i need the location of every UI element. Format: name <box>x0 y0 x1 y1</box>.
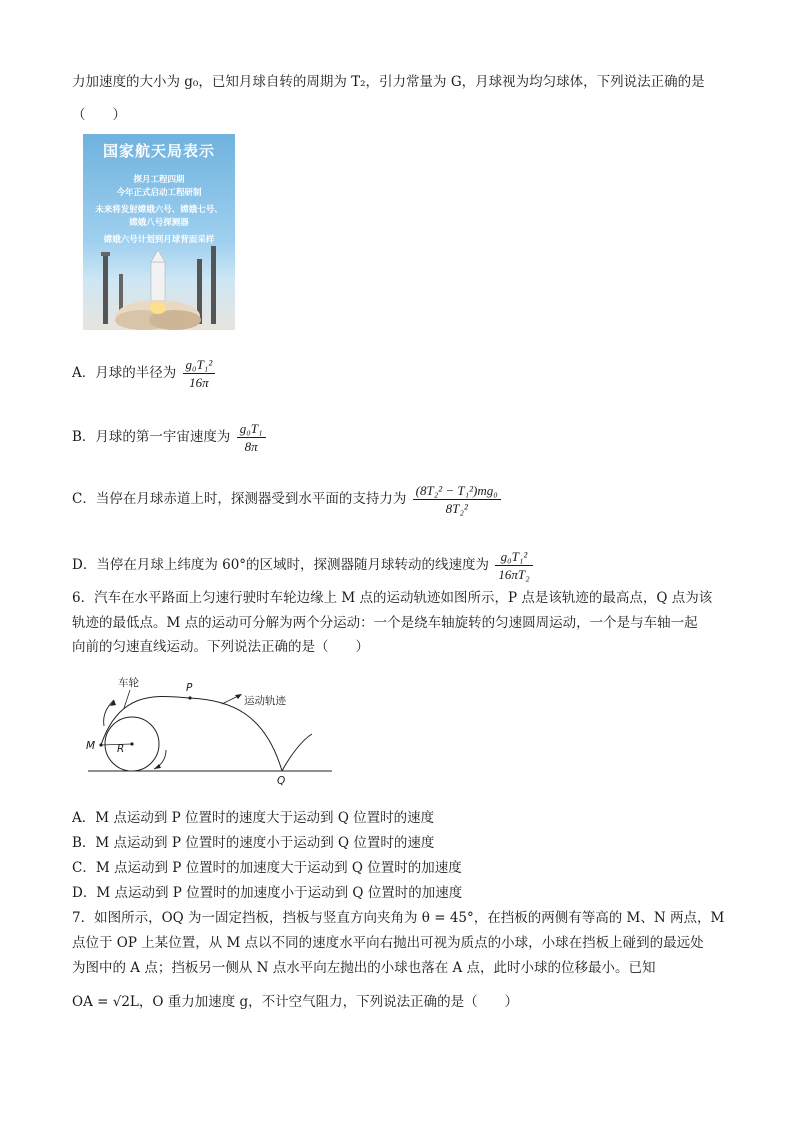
q7-stem-line1: 7．如图所示，OQ 为一固定挡板，挡板与竖直方向夹角为 θ = 45°，在挡板的两侧有等高的 M、N 两点，M <box>72 910 725 926</box>
label-trajectory: 运动轨迹 <box>244 695 286 707</box>
trajectory-next-arc <box>282 734 312 771</box>
label-q: Q <box>277 775 286 787</box>
q5-option-c-formula <box>413 482 501 517</box>
label-m: M <box>86 740 96 752</box>
poster-line1: 探月工程四期 <box>133 175 185 185</box>
q5-option-a-formula <box>183 356 216 391</box>
q5-option-c-text: C．当停在月球赤道上时，探测器受到水平面的支持力为 <box>72 491 407 507</box>
q5-option-a-text: A．月球的半径为 <box>72 365 177 381</box>
q5-option-c-numerator: (8T₂² − T₁²)mg₀ <box>413 482 501 500</box>
label-p: P <box>186 682 193 694</box>
q5-option-d-formula <box>495 548 532 583</box>
q5-option-d-numerator: g₀T₁² <box>495 548 532 566</box>
q5-option-a[interactable] <box>72 356 215 391</box>
q6-stem-line2: 轨迹的最低点。M 点的运动可分解为两个分运动：一个是绕车轴旋转的匀速圆周运动，一个是与车轴一起 <box>72 615 698 631</box>
q5-option-b[interactable] <box>72 420 266 455</box>
point-p <box>188 696 191 699</box>
q5-option-d-denominator: 16πT₂ <box>498 567 530 582</box>
trajectory-curve <box>101 696 282 771</box>
poster-line3: 未来将发射嫦娥六号、嫦娥七号、 <box>95 205 223 215</box>
q5-option-b-denominator: 8π <box>244 439 258 454</box>
wheel-trajectory-figure <box>80 668 340 790</box>
launch-scene-graphic <box>83 134 235 330</box>
label-wheel: 车轮 <box>118 677 139 689</box>
poster-line2: 今年正式启动工程研制 <box>116 188 202 198</box>
q7-stem-line4: OA = √2L，O 重力加速度 g，不计空气阻力，下列说法正确的是（ ） <box>72 994 519 1010</box>
q5-option-a-denominator: 16π <box>189 375 209 390</box>
poster-title: 国家航天局表示 <box>102 142 215 160</box>
q5-option-b-text: B．月球的第一宇宙速度为 <box>72 429 231 445</box>
q6-stem-line1: 6．汽车在水平路面上匀速行驶时车轮边缘上 M 点的运动轨迹如图所示，P 点是该轨迹的最高点，Q 点为该 <box>72 590 713 606</box>
poster-line4: 嫦娥八号探测器 <box>129 218 189 228</box>
q7-stem-line2: 点位于 OP 上某位置，从 M 点以不同的速度水平向右抛出可视为质点的小球，小球在挡板上碰到的最远处 <box>72 935 704 951</box>
poster-line5: 嫦娥六号计划到月球背面采样 <box>103 235 215 245</box>
q6-option-d[interactable]: D．M 点运动到 P 位置时的加速度小于运动到 Q 位置时的加速度 <box>72 885 463 901</box>
q5-option-c[interactable] <box>72 482 501 517</box>
q6-option-b[interactable]: B．M 点运动到 P 位置时的速度小于运动到 Q 位置时的速度 <box>72 835 435 851</box>
q5-option-d-text: D．当停在月球上纬度为 60°的区域时，探测器随月球转动的线速度为 <box>72 557 490 573</box>
q7-stem-line3: 为图中的 A 点；挡板另一侧从 N 点水平向左抛出的小球也落在 A 点，此时小球的位移最小。已知 <box>72 960 656 976</box>
q5-option-d[interactable] <box>72 548 533 583</box>
q6-option-c[interactable]: C．M 点运动到 P 位置时的加速度大于运动到 Q 位置时的加速度 <box>72 860 462 876</box>
q5-answer-bracket: （ ） <box>72 107 126 123</box>
q5-stem-line1: 力加速度的大小为 g₀，已知月球自转的周期为 T₂，引力常量为 G，月球视为均匀球体，下列说法正确的是 <box>72 74 705 90</box>
q5-option-b-numerator: g₀T₁ <box>237 420 266 438</box>
q5-option-a-numerator: g₀T₁² <box>183 356 216 374</box>
trajectory-pointer <box>222 696 238 704</box>
news-poster-image <box>83 134 235 330</box>
q6-stem-line3: 向前的匀速直线运动。下列说法正确的是（ ） <box>72 639 369 655</box>
label-r: R <box>117 743 125 755</box>
q5-option-c-denominator: 8T₂² <box>445 501 468 516</box>
q5-option-b-formula <box>237 420 266 455</box>
q6-option-a[interactable]: A．M 点运动到 P 位置时的速度大于运动到 Q 位置时的速度 <box>72 810 435 826</box>
